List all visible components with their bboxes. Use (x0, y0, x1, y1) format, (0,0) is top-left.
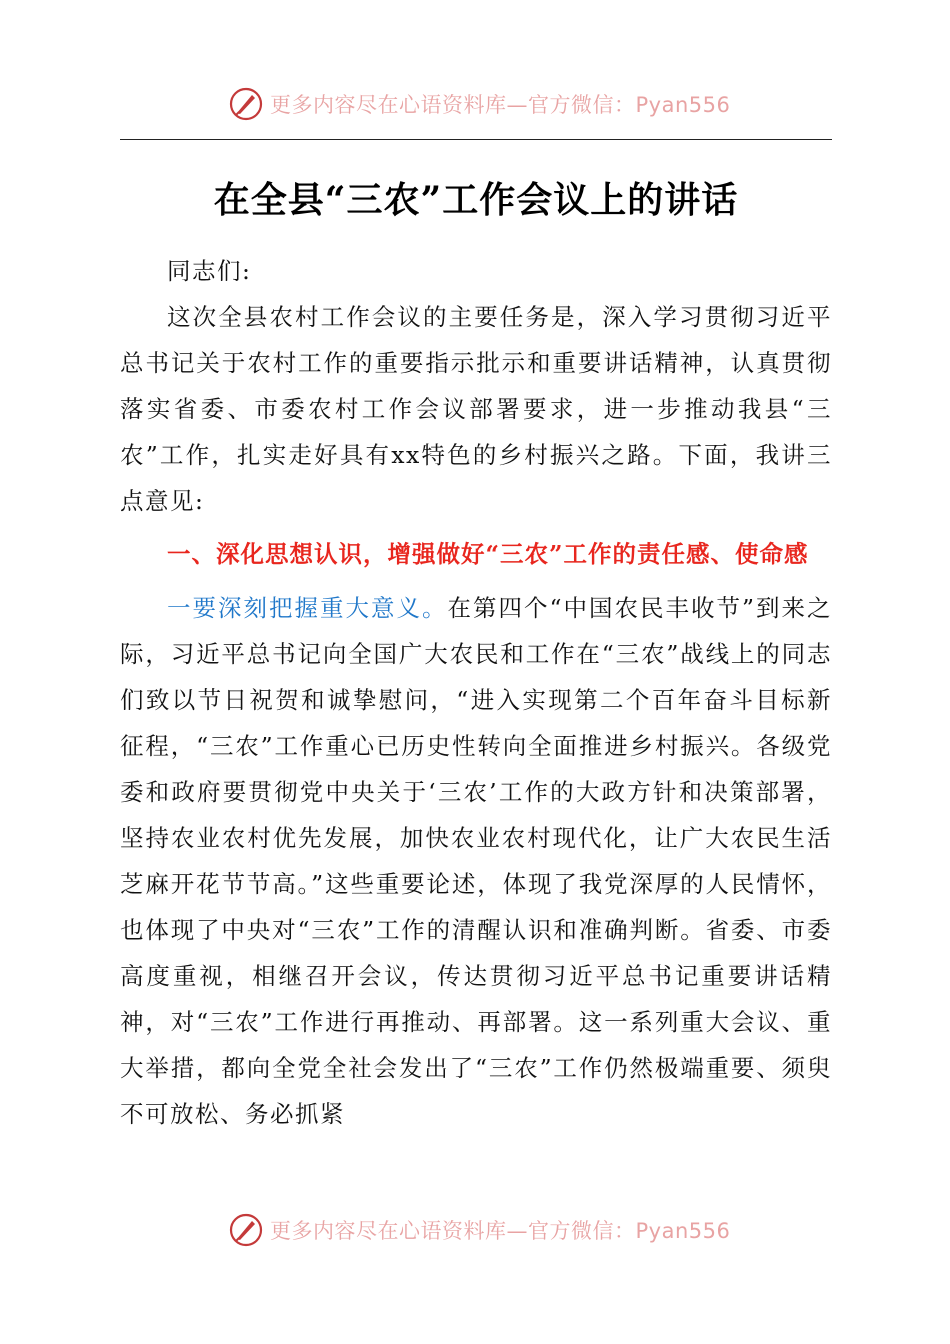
watermark-header (228, 84, 730, 124)
document-body (120, 248, 832, 1137)
document-title: 在全县“三农”工作会议上的讲话 (213, 179, 739, 221)
paragraph-lead: 一要深刻把握重大意义。 (167, 594, 448, 622)
intro-paragraph: 这次全县农村工作会议的主要任务是，深入学习贯彻习近平总书记关于农村工作的重要指示批示和重要讲话精神，认真贯彻落实省委、市委农村工作会议部署要求，进一步推动我县“三农”工作，扎实走好具有xx特色的乡村振兴之路。下面，我讲三点意见: (120, 303, 832, 515)
paragraph-text: 在第四个“中国农民丰收节”到来之际，习近平总书记向全国广大农民和工作在“三农”战线上的同志们致以节日祝贺和诚挚慰问，“进入实现第二个百年奋斗目标新征程，“三农”工作重心已历史性转向全面推进乡村振兴。各级党委和政府要贯彻党中央关于‘三农’工作的大政方针和决策部署，坚持农业农村优先发展，加快农业农村现代化，让广大农民生活芝麻开花节节高。”这些重要论述，体现了我党深厚的人民情怀，也体现了中央对“三农”工作的清醒认识和准确判断。省委、市委高度重视，相继召开会议，传达贯彻习近平总书记重要讲话精神，对“三农”工作进行再推动、再部署。这一系列重大会议、重大举措，都向全党全社会发出了“三农”工作仍然极端重要、须臾不可放松、务必抓紧 (120, 594, 833, 1128)
watermark-text: 更多内容尽在心语资料库—官方微信：Pyan556 (270, 93, 731, 117)
quill-pen-icon (228, 1212, 264, 1248)
watermark-text: 更多内容尽在心语资料库—官方微信：Pyan556 (270, 1219, 731, 1243)
section-paragraph (120, 585, 832, 1137)
section-heading: 一、深化思想认识，增强做好“三农”工作的责任感、使命感 (167, 540, 809, 568)
header-divider (120, 139, 832, 140)
watermark-footer (228, 1210, 730, 1250)
quill-pen-icon (228, 86, 264, 122)
greeting: 同志们: (167, 257, 252, 285)
